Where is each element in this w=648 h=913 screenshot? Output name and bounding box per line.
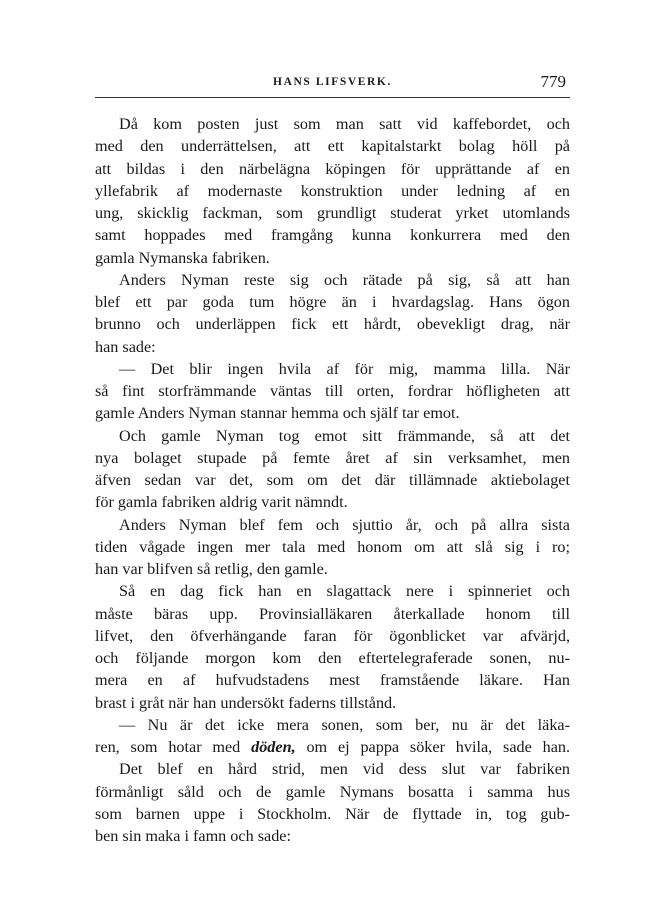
text-line: Och gamle Nyman tog emot sitt främmande, så att det [119,426,570,445]
text-line: så fint storfrämmande väntas till orten, fordrar höfligheten att [95,382,570,400]
text-line: mera en af hufvudstadens mest framstående läkare. Han [95,671,570,690]
text-line: Så en dag fick han en slagattack nere i spinneriet och [119,582,570,601]
text-line: yllefabrik af modernaste konstruktion under ledning af en [95,181,570,200]
text-line: lifvet, den öfverhängande faran för ögonblicket var afvärjd, [95,626,570,645]
text-line: och följande morgon kom den eftertelegraferade sonen, nu- [95,649,570,667]
text-line: måste bäras upp. Provinsialläkaren återkallade honom till [95,604,570,623]
text-line: samt hoppades med framgång kunna konkurrera med den [95,226,570,245]
text-line: Anders Nyman reste sig och rätade på sig, så att han [119,270,570,289]
text-line: nya bolaget stupade på femte året af sin verksamhet, men [95,448,570,467]
text-line: ung, skicklig fackman, som grundligt studerat yrket utomlands [95,204,570,222]
text-line: brast i gråt när han undersökt faderns tillstånd. [95,693,397,712]
text-line: Det blef en hård strid, men vid dess slut var fabriken [119,760,570,779]
text-fragment: ren, som hotar med [95,738,241,756]
text-line-with-emphasis [95,736,570,758]
text-line: gamla Nymanska fabriken. [95,248,270,267]
text-line: gamle Anders Nyman stannar hemma och själf tar emot. [95,404,460,423]
text-line: äfven sedan var det, som om det där tillämnade aktiebolaget [95,471,570,489]
text-fragment: om ej pappa söker hvila, sade han. [306,738,571,756]
page-number: 779 [540,72,566,91]
text-line: — Nu är det icke mera sonen, som ber, nu är det läka- [119,715,570,734]
text-line: förmånligt såld och de gamle Nymans bosatta i samma hus [95,782,570,801]
text-line: tiden vågade ingen mer tala med honom om att slå sig i ro; [95,537,570,556]
running-title: HANS LIFSVERK. [273,76,392,88]
text-line: för gamla fabriken aldrig varit nämndt. [95,493,348,512]
text-line: brunno och underläppen fick ett hårdt, obevekligt drag, när [95,315,570,334]
text-line: Då kom posten just som man satt vid kaffebordet, och [119,115,570,133]
header-rule [95,97,570,98]
text-line: att bildas i den närbelägna köpingen för upprättande af en [95,159,570,178]
running-head [95,70,570,94]
text-line: — Det blir ingen hvila af för mig, mamma lilla. När [119,359,570,378]
text-line: han var blifven så retlig, den gamle. [95,560,328,578]
text-line: han sade: [95,337,156,356]
text-line: med den underrättelsen, att ett kapitalstarkt bolag höll på [95,137,570,156]
text-line: blef ett par goda tum högre än i hvardagslag. Hans ögon [95,293,570,311]
text-line: som barnen uppe i Stockholm. När de flyttade in, tog gub- [95,804,570,823]
body-text [95,113,570,847]
emphasized-word: döden, [251,738,296,756]
text-line: Anders Nyman blef fem och sjuttio år, och på allra sista [119,515,570,534]
text-line: ben sin maka i famn och sade: [95,827,291,845]
